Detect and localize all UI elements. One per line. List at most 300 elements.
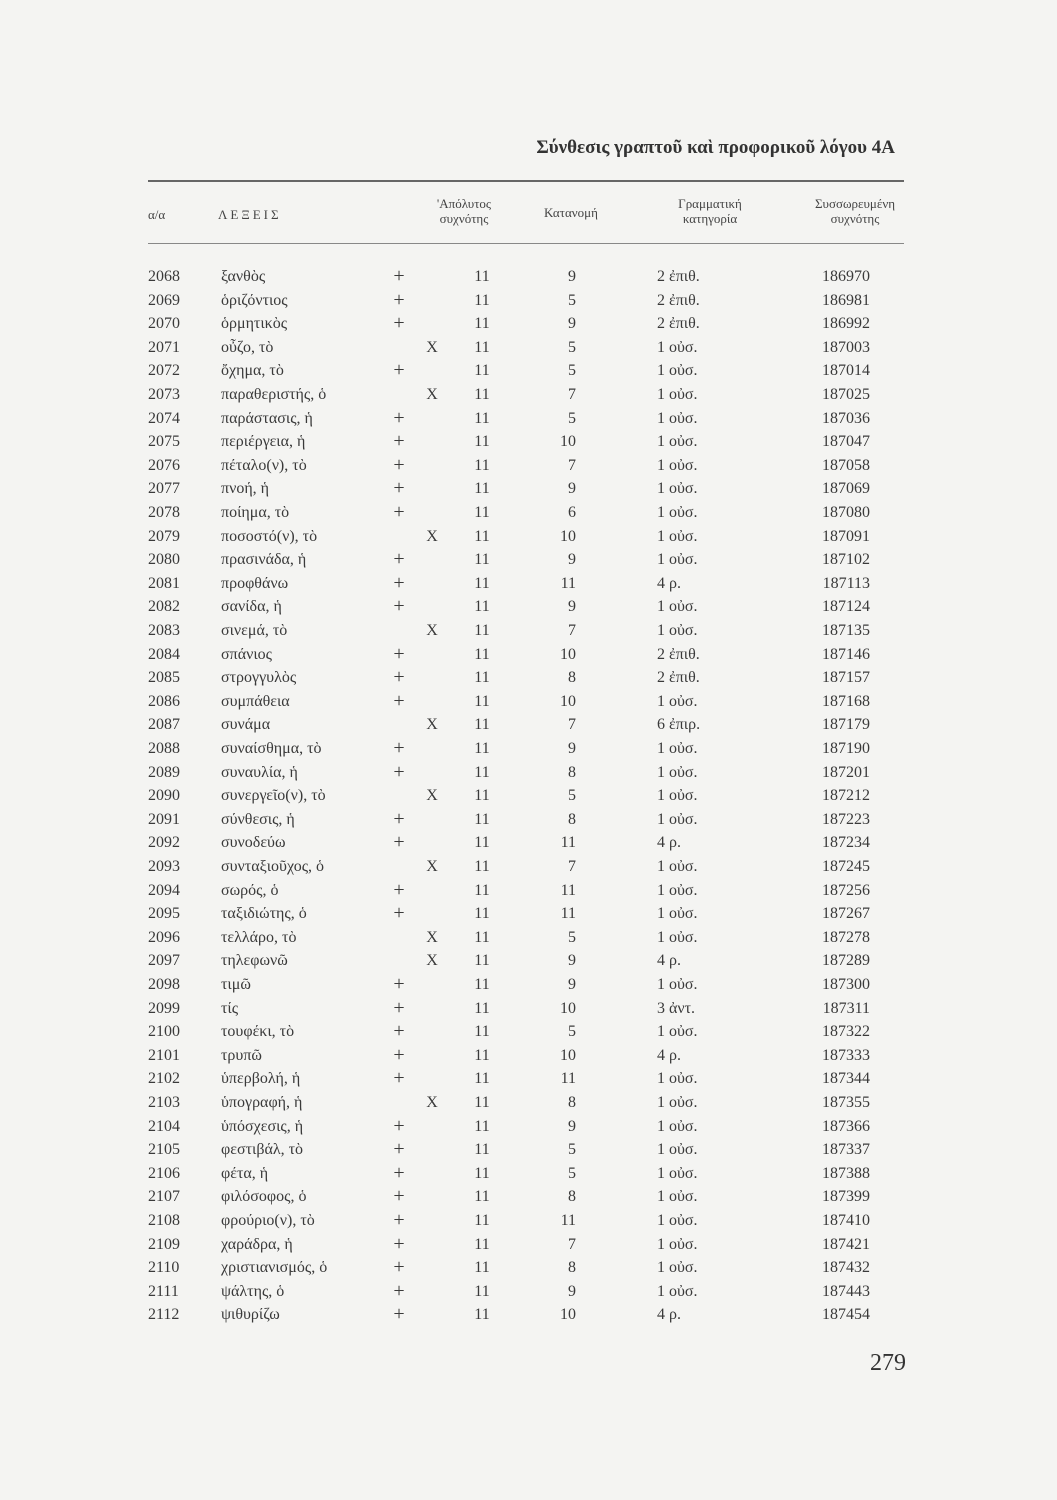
row-number: 2092 [148, 834, 180, 852]
row-number: 2073 [148, 386, 180, 403]
row-mark-plus: + [393, 689, 405, 712]
col-header-absolute-frequency [414, 196, 514, 226]
row-mark-plus: + [393, 1256, 405, 1279]
table-row [0, 1067, 1057, 1094]
table-row [0, 1279, 1057, 1307]
row-word: σανίδα, ἡ [221, 598, 282, 616]
row-absolute-frequency: 11 [474, 999, 490, 1017]
row-distribution: 9 [568, 976, 576, 993]
row-word: συνεργεῖο(ν), τὸ [221, 787, 326, 805]
row-word: συνταξιοῦχος, ὁ [221, 858, 325, 875]
row-cumulative-frequency: 187025 [822, 386, 870, 403]
row-number: 2104 [148, 1117, 180, 1135]
row-word: ψάλτης, ὁ [221, 1282, 285, 1300]
row-category: 2 ἐπιθ. [657, 268, 700, 285]
table-row [0, 453, 1057, 481]
table-row [0, 1043, 1057, 1071]
col-header-cumulative-frequency [800, 196, 910, 226]
row-cumulative-frequency: 187443 [822, 1282, 870, 1300]
row-cumulative-frequency: 187146 [822, 645, 870, 663]
row-number: 2090 [148, 787, 180, 805]
row-number: 2111 [148, 1282, 179, 1300]
row-mark-plus: + [393, 1043, 405, 1066]
row-distribution: 5 [568, 1023, 576, 1041]
row-category: 1 οὐσ. [657, 928, 698, 946]
row-number: 2108 [148, 1212, 180, 1229]
row-absolute-frequency: 11 [474, 787, 490, 805]
row-word: ὁριζόντιος [221, 291, 288, 309]
row-cumulative-frequency: 187410 [822, 1212, 870, 1229]
row-number: 2069 [148, 291, 180, 309]
row-word: φέτα, ἡ [221, 1164, 269, 1182]
row-mark-plus: + [393, 1232, 405, 1255]
row-number: 2095 [148, 905, 180, 923]
row-category: 1 οὐσ. [657, 1164, 698, 1182]
row-word: ὁρμητικὸς [221, 315, 288, 333]
row-cumulative-frequency: 187014 [822, 362, 870, 380]
row-absolute-frequency: 11 [474, 810, 490, 828]
row-cumulative-frequency: 187454 [822, 1306, 870, 1324]
row-word: ὄχημα, τὸ [221, 362, 284, 380]
row-cumulative-frequency: 187212 [822, 787, 870, 805]
row-distribution: 8 [568, 1259, 576, 1277]
row-distribution: 11 [560, 1070, 576, 1088]
table-row [0, 265, 1057, 292]
table-row [0, 1303, 1057, 1330]
row-mark-plus: + [393, 1279, 405, 1302]
row-absolute-frequency: 11 [474, 1023, 490, 1041]
row-number: 2110 [148, 1259, 180, 1277]
row-distribution: 7 [568, 1235, 576, 1253]
table-row [0, 1232, 1057, 1260]
row-category: 1 οὐσ. [657, 740, 698, 757]
row-absolute-frequency: 11 [474, 551, 490, 569]
row-mark-x: X [426, 386, 438, 403]
row-mark-plus: + [393, 548, 405, 571]
row-cumulative-frequency: 187080 [822, 504, 870, 521]
row-absolute-frequency: 11 [474, 1282, 490, 1300]
row-category: 1 οὐσ. [657, 858, 698, 875]
table-row [0, 312, 1057, 339]
row-distribution: 7 [568, 622, 576, 639]
row-word: ὑπόσχεσις, ἡ [221, 1117, 304, 1135]
row-word: ποσοστό(ν), τὸ [221, 527, 318, 545]
row-category: 1 οὐσ. [657, 763, 698, 781]
row-mark-plus: + [393, 430, 405, 453]
row-word: τηλεφωνῶ [221, 952, 288, 970]
table-row [0, 1185, 1057, 1212]
row-distribution: 10 [560, 527, 576, 545]
row-category: 1 οὐσ. [657, 504, 698, 521]
row-distribution: 5 [568, 1164, 576, 1182]
row-absolute-frequency: 11 [474, 1046, 490, 1064]
row-word: συνοδεύω [221, 834, 286, 852]
row-number: 2097 [148, 952, 180, 970]
row-number: 2081 [148, 574, 180, 592]
row-cumulative-frequency: 187399 [822, 1188, 870, 1206]
row-cumulative-frequency: 187421 [822, 1235, 870, 1253]
table-row [0, 1138, 1057, 1165]
table-row [0, 689, 1057, 717]
row-distribution: 9 [568, 952, 576, 970]
row-word: ταξιδιώτης, ὁ [221, 905, 307, 923]
row-number: 2085 [148, 669, 180, 687]
table-row [0, 622, 1057, 646]
row-mark-plus: + [393, 406, 405, 429]
row-cumulative-frequency: 187388 [822, 1164, 870, 1182]
row-mark-x: X [426, 1094, 438, 1111]
row-cumulative-frequency: 187355 [822, 1094, 870, 1111]
row-category: 1 οὐσ. [657, 622, 698, 639]
row-cumulative-frequency: 187091 [822, 527, 870, 545]
row-cumulative-frequency: 186970 [822, 268, 870, 285]
row-distribution: 6 [568, 504, 576, 521]
row-absolute-frequency: 11 [474, 858, 490, 875]
row-cumulative-frequency: 187179 [822, 716, 870, 734]
row-distribution: 9 [568, 480, 576, 498]
row-mark-plus: + [393, 1020, 405, 1043]
row-cumulative-frequency: 187124 [822, 598, 870, 616]
row-mark-x: X [426, 952, 438, 970]
row-cumulative-frequency: 187223 [822, 810, 870, 828]
row-mark-plus: + [393, 359, 405, 382]
row-number: 2071 [148, 338, 180, 356]
row-category: 4 ρ. [657, 1306, 681, 1324]
row-word: χριστιανισμός, ὁ [221, 1259, 328, 1277]
row-cumulative-frequency: 187278 [822, 928, 870, 946]
row-category: 1 οὐσ. [657, 551, 698, 569]
col-header-abs-line1: 'Απόλυτος [436, 196, 492, 211]
row-mark-plus: + [393, 666, 405, 689]
row-number: 2083 [148, 622, 180, 639]
row-word: τουφέκι, τὸ [221, 1023, 295, 1041]
row-number: 2086 [148, 692, 180, 710]
row-mark-plus: + [393, 312, 405, 335]
row-cumulative-frequency: 187256 [822, 881, 870, 899]
row-category: 1 οὐσ. [657, 598, 698, 616]
row-absolute-frequency: 11 [474, 1188, 490, 1206]
row-cumulative-frequency: 187190 [822, 740, 870, 757]
row-distribution: 9 [568, 551, 576, 569]
row-absolute-frequency: 11 [474, 598, 490, 616]
row-number: 2075 [148, 433, 180, 451]
row-number: 2100 [148, 1023, 180, 1041]
row-number: 2091 [148, 810, 180, 828]
row-absolute-frequency: 11 [474, 504, 490, 521]
row-absolute-frequency: 11 [474, 976, 490, 993]
table-row [0, 1094, 1057, 1118]
row-cumulative-frequency: 187234 [822, 834, 870, 852]
row-cumulative-frequency: 187245 [822, 858, 870, 875]
row-distribution: 9 [568, 1117, 576, 1135]
row-mark-plus: + [393, 1067, 405, 1090]
row-absolute-frequency: 11 [474, 1235, 490, 1253]
table-row [0, 1209, 1057, 1236]
row-category: 1 οὐσ. [657, 433, 698, 451]
col-header-cat-line2: κατηγορία [682, 211, 738, 226]
row-cumulative-frequency: 187058 [822, 456, 870, 474]
row-category: 1 οὐσ. [657, 810, 698, 828]
row-mark-plus: + [393, 996, 405, 1019]
row-category: 1 οὐσ. [657, 1188, 698, 1206]
row-number: 2070 [148, 315, 180, 333]
row-word: ψιθυρίζω [221, 1306, 280, 1324]
row-category: 1 οὐσ. [657, 1023, 698, 1041]
row-mark-plus: + [393, 1138, 405, 1161]
row-word: παραθεριστής, ὁ [221, 386, 327, 403]
row-number: 2088 [148, 740, 180, 757]
row-absolute-frequency: 11 [474, 834, 490, 852]
row-distribution: 8 [568, 763, 576, 781]
row-number: 2089 [148, 763, 180, 781]
table-row [0, 595, 1057, 622]
row-absolute-frequency: 11 [474, 1094, 490, 1111]
row-word: ποίημα, τὸ [221, 504, 290, 521]
row-mark-plus: + [393, 501, 405, 523]
row-distribution: 7 [568, 716, 576, 734]
row-mark-plus: + [393, 1161, 405, 1184]
row-category: 1 οὐσ. [657, 1259, 698, 1277]
row-word: ὑπογραφή, ἡ [221, 1094, 303, 1111]
row-cumulative-frequency: 187322 [822, 1023, 870, 1041]
row-cumulative-frequency: 187289 [822, 952, 870, 970]
col-header-cum-line2: συχνότης [830, 211, 880, 226]
row-absolute-frequency: 11 [474, 645, 490, 663]
row-mark-plus: + [393, 642, 405, 665]
row-distribution: 10 [560, 692, 576, 710]
row-category: 1 οὐσ. [657, 362, 698, 380]
table-row [0, 406, 1057, 434]
row-number: 2109 [148, 1235, 180, 1253]
table-row [0, 760, 1057, 788]
table-row [0, 386, 1057, 410]
row-distribution: 9 [568, 1282, 576, 1300]
row-word: περιέργεια, ἡ [221, 433, 306, 451]
row-number: 2103 [148, 1094, 180, 1111]
row-absolute-frequency: 11 [474, 480, 490, 498]
row-distribution: 8 [568, 1188, 576, 1206]
row-mark-plus: + [393, 760, 405, 783]
row-word: φιλόσοφος, ὁ [221, 1188, 307, 1206]
row-mark-plus: + [393, 878, 405, 901]
row-cumulative-frequency: 187003 [822, 338, 870, 356]
row-category: 1 οὐσ. [657, 787, 698, 805]
row-mark-plus: + [393, 1303, 405, 1326]
table-row [0, 501, 1057, 528]
header-bottom-rule [148, 243, 904, 244]
row-word: τελλάρο, τὸ [221, 928, 297, 946]
row-cumulative-frequency: 186981 [822, 291, 870, 309]
row-category: 6 ἐπιρ. [657, 716, 701, 734]
table-row [0, 952, 1057, 976]
row-category: 2 ἐπιθ. [657, 315, 700, 333]
row-distribution: 11 [560, 1212, 576, 1229]
row-distribution: 5 [568, 787, 576, 805]
row-category: 1 οὐσ. [657, 1094, 698, 1111]
row-distribution: 9 [568, 740, 576, 757]
row-number: 2093 [148, 858, 180, 875]
row-cumulative-frequency: 186992 [822, 315, 870, 333]
row-cumulative-frequency: 187036 [822, 409, 870, 427]
row-category: 1 οὐσ. [657, 480, 698, 498]
row-distribution: 5 [568, 338, 576, 356]
table-row [0, 359, 1057, 386]
row-mark-x: X [426, 338, 438, 356]
row-absolute-frequency: 11 [474, 669, 490, 687]
row-absolute-frequency: 11 [474, 527, 490, 545]
table-row [0, 807, 1057, 835]
row-cumulative-frequency: 187337 [822, 1141, 870, 1159]
row-mark-x: X [426, 716, 438, 734]
row-word: στρογγυλὸς [221, 669, 297, 687]
row-absolute-frequency: 11 [474, 716, 490, 734]
table-row [0, 716, 1057, 740]
row-category: 1 οὐσ. [657, 692, 698, 710]
table-row [0, 831, 1057, 858]
row-category: 4 ρ. [657, 1046, 681, 1064]
row-distribution: 8 [568, 810, 576, 828]
row-word: συναίσθημα, τὸ [221, 740, 322, 757]
row-number: 2101 [148, 1046, 180, 1064]
row-word: συνάμα [221, 716, 271, 734]
row-word: πρασινάδα, ἡ [221, 551, 307, 569]
row-mark-x: X [426, 527, 438, 545]
row-category: 1 οὐσ. [657, 1141, 698, 1159]
col-header-cat-line1: Γραμματική [678, 196, 742, 211]
row-cumulative-frequency: 187366 [822, 1117, 870, 1135]
row-absolute-frequency: 11 [474, 456, 490, 474]
row-distribution: 9 [568, 598, 576, 616]
col-header-distribution: Κατανομή [544, 205, 598, 220]
row-mark-plus: + [393, 265, 405, 287]
row-distribution: 10 [560, 645, 576, 663]
row-mark-plus: + [393, 477, 405, 500]
row-mark-x: X [426, 928, 438, 946]
row-cumulative-frequency: 187333 [822, 1046, 870, 1064]
row-category: 1 οὐσ. [657, 386, 698, 403]
table-row [0, 1256, 1057, 1283]
row-distribution: 11 [560, 881, 576, 899]
header-rule [148, 180, 904, 182]
row-mark-x: X [426, 787, 438, 805]
row-number: 2096 [148, 928, 180, 946]
row-cumulative-frequency: 187047 [822, 433, 870, 451]
row-number: 2077 [148, 480, 180, 498]
row-absolute-frequency: 11 [474, 409, 490, 427]
row-absolute-frequency: 11 [474, 622, 490, 639]
row-absolute-frequency: 11 [474, 881, 490, 899]
row-word: οὖζο, τὸ [221, 338, 274, 356]
table-row [0, 737, 1057, 764]
row-mark-plus: + [393, 807, 405, 830]
row-category: 1 οὐσ. [657, 527, 698, 545]
row-absolute-frequency: 11 [474, 315, 490, 333]
row-distribution: 7 [568, 456, 576, 474]
row-cumulative-frequency: 187300 [822, 976, 870, 993]
row-distribution: 11 [560, 905, 576, 923]
row-word: προφθάνω [221, 574, 289, 592]
row-category: 3 ἀντ. [657, 999, 696, 1017]
col-header-words: ΛΕΞΕΙΣ [218, 207, 282, 222]
row-word: ὑπερβολή, ἡ [221, 1070, 301, 1088]
row-number: 2112 [148, 1306, 180, 1324]
row-category: 1 οὐσ. [657, 456, 698, 474]
row-mark-plus: + [393, 902, 405, 925]
row-word: ξανθὸς [221, 268, 266, 285]
row-word: τιμῶ [221, 976, 251, 993]
row-absolute-frequency: 11 [474, 1141, 490, 1159]
row-distribution: 8 [568, 1094, 576, 1111]
row-distribution: 11 [560, 834, 576, 852]
row-number: 2078 [148, 504, 180, 521]
row-number: 2087 [148, 716, 180, 734]
row-distribution: 10 [560, 433, 576, 451]
row-word: πέταλο(ν), τὸ [221, 456, 307, 474]
row-distribution: 7 [568, 858, 576, 875]
table-row [0, 339, 1057, 363]
row-word: συμπάθεια [221, 692, 290, 710]
row-word: σωρός, ὁ [221, 881, 279, 899]
row-distribution: 10 [560, 999, 576, 1017]
row-word: σινεμά, τὸ [221, 622, 288, 639]
row-cumulative-frequency: 187168 [822, 692, 870, 710]
row-absolute-frequency: 11 [474, 692, 490, 710]
row-absolute-frequency: 11 [474, 1306, 490, 1324]
table-row [0, 858, 1057, 882]
row-word: πνοή, ἡ [221, 480, 270, 498]
row-word: χαράδρα, ἡ [221, 1235, 293, 1253]
row-distribution: 8 [568, 669, 576, 687]
row-number: 2098 [148, 976, 180, 993]
row-absolute-frequency: 11 [474, 740, 490, 757]
row-absolute-frequency: 11 [474, 268, 490, 285]
row-mark-plus: + [393, 571, 405, 594]
table-row [0, 996, 1057, 1024]
row-absolute-frequency: 11 [474, 952, 490, 970]
row-number: 2105 [148, 1141, 180, 1159]
table-row [0, 528, 1057, 552]
row-number: 2094 [148, 881, 180, 899]
table-row [0, 571, 1057, 599]
row-number: 2076 [148, 456, 180, 474]
row-mark-plus: + [393, 973, 405, 995]
row-distribution: 10 [560, 1046, 576, 1064]
row-category: 1 οὐσ. [657, 338, 698, 356]
table-row [0, 642, 1057, 670]
row-word: τρυπῶ [221, 1046, 262, 1064]
row-absolute-frequency: 11 [474, 574, 490, 592]
col-header-cum-line1: Συσσωρευμένη [814, 196, 896, 211]
row-distribution: 7 [568, 386, 576, 403]
row-word: τίς [221, 999, 239, 1017]
row-word: φεστιβάλ, τὸ [221, 1141, 304, 1159]
row-absolute-frequency: 11 [474, 763, 490, 781]
row-distribution: 5 [568, 1141, 576, 1159]
page-header-title: Σύνθεσις γραπτοῦ καὶ προφορικοῦ λόγου 4Α [536, 137, 895, 158]
row-cumulative-frequency: 187102 [822, 551, 870, 569]
table-row [0, 548, 1057, 575]
row-absolute-frequency: 11 [474, 1070, 490, 1088]
table-row [0, 288, 1057, 316]
row-distribution: 5 [568, 409, 576, 427]
row-distribution: 5 [568, 928, 576, 946]
row-absolute-frequency: 11 [474, 1164, 490, 1182]
row-word: παράστασις, ἡ [221, 409, 313, 427]
row-distribution: 10 [560, 1306, 576, 1324]
row-distribution: 5 [568, 362, 576, 380]
row-number: 2082 [148, 598, 180, 616]
row-cumulative-frequency: 187311 [822, 999, 870, 1017]
